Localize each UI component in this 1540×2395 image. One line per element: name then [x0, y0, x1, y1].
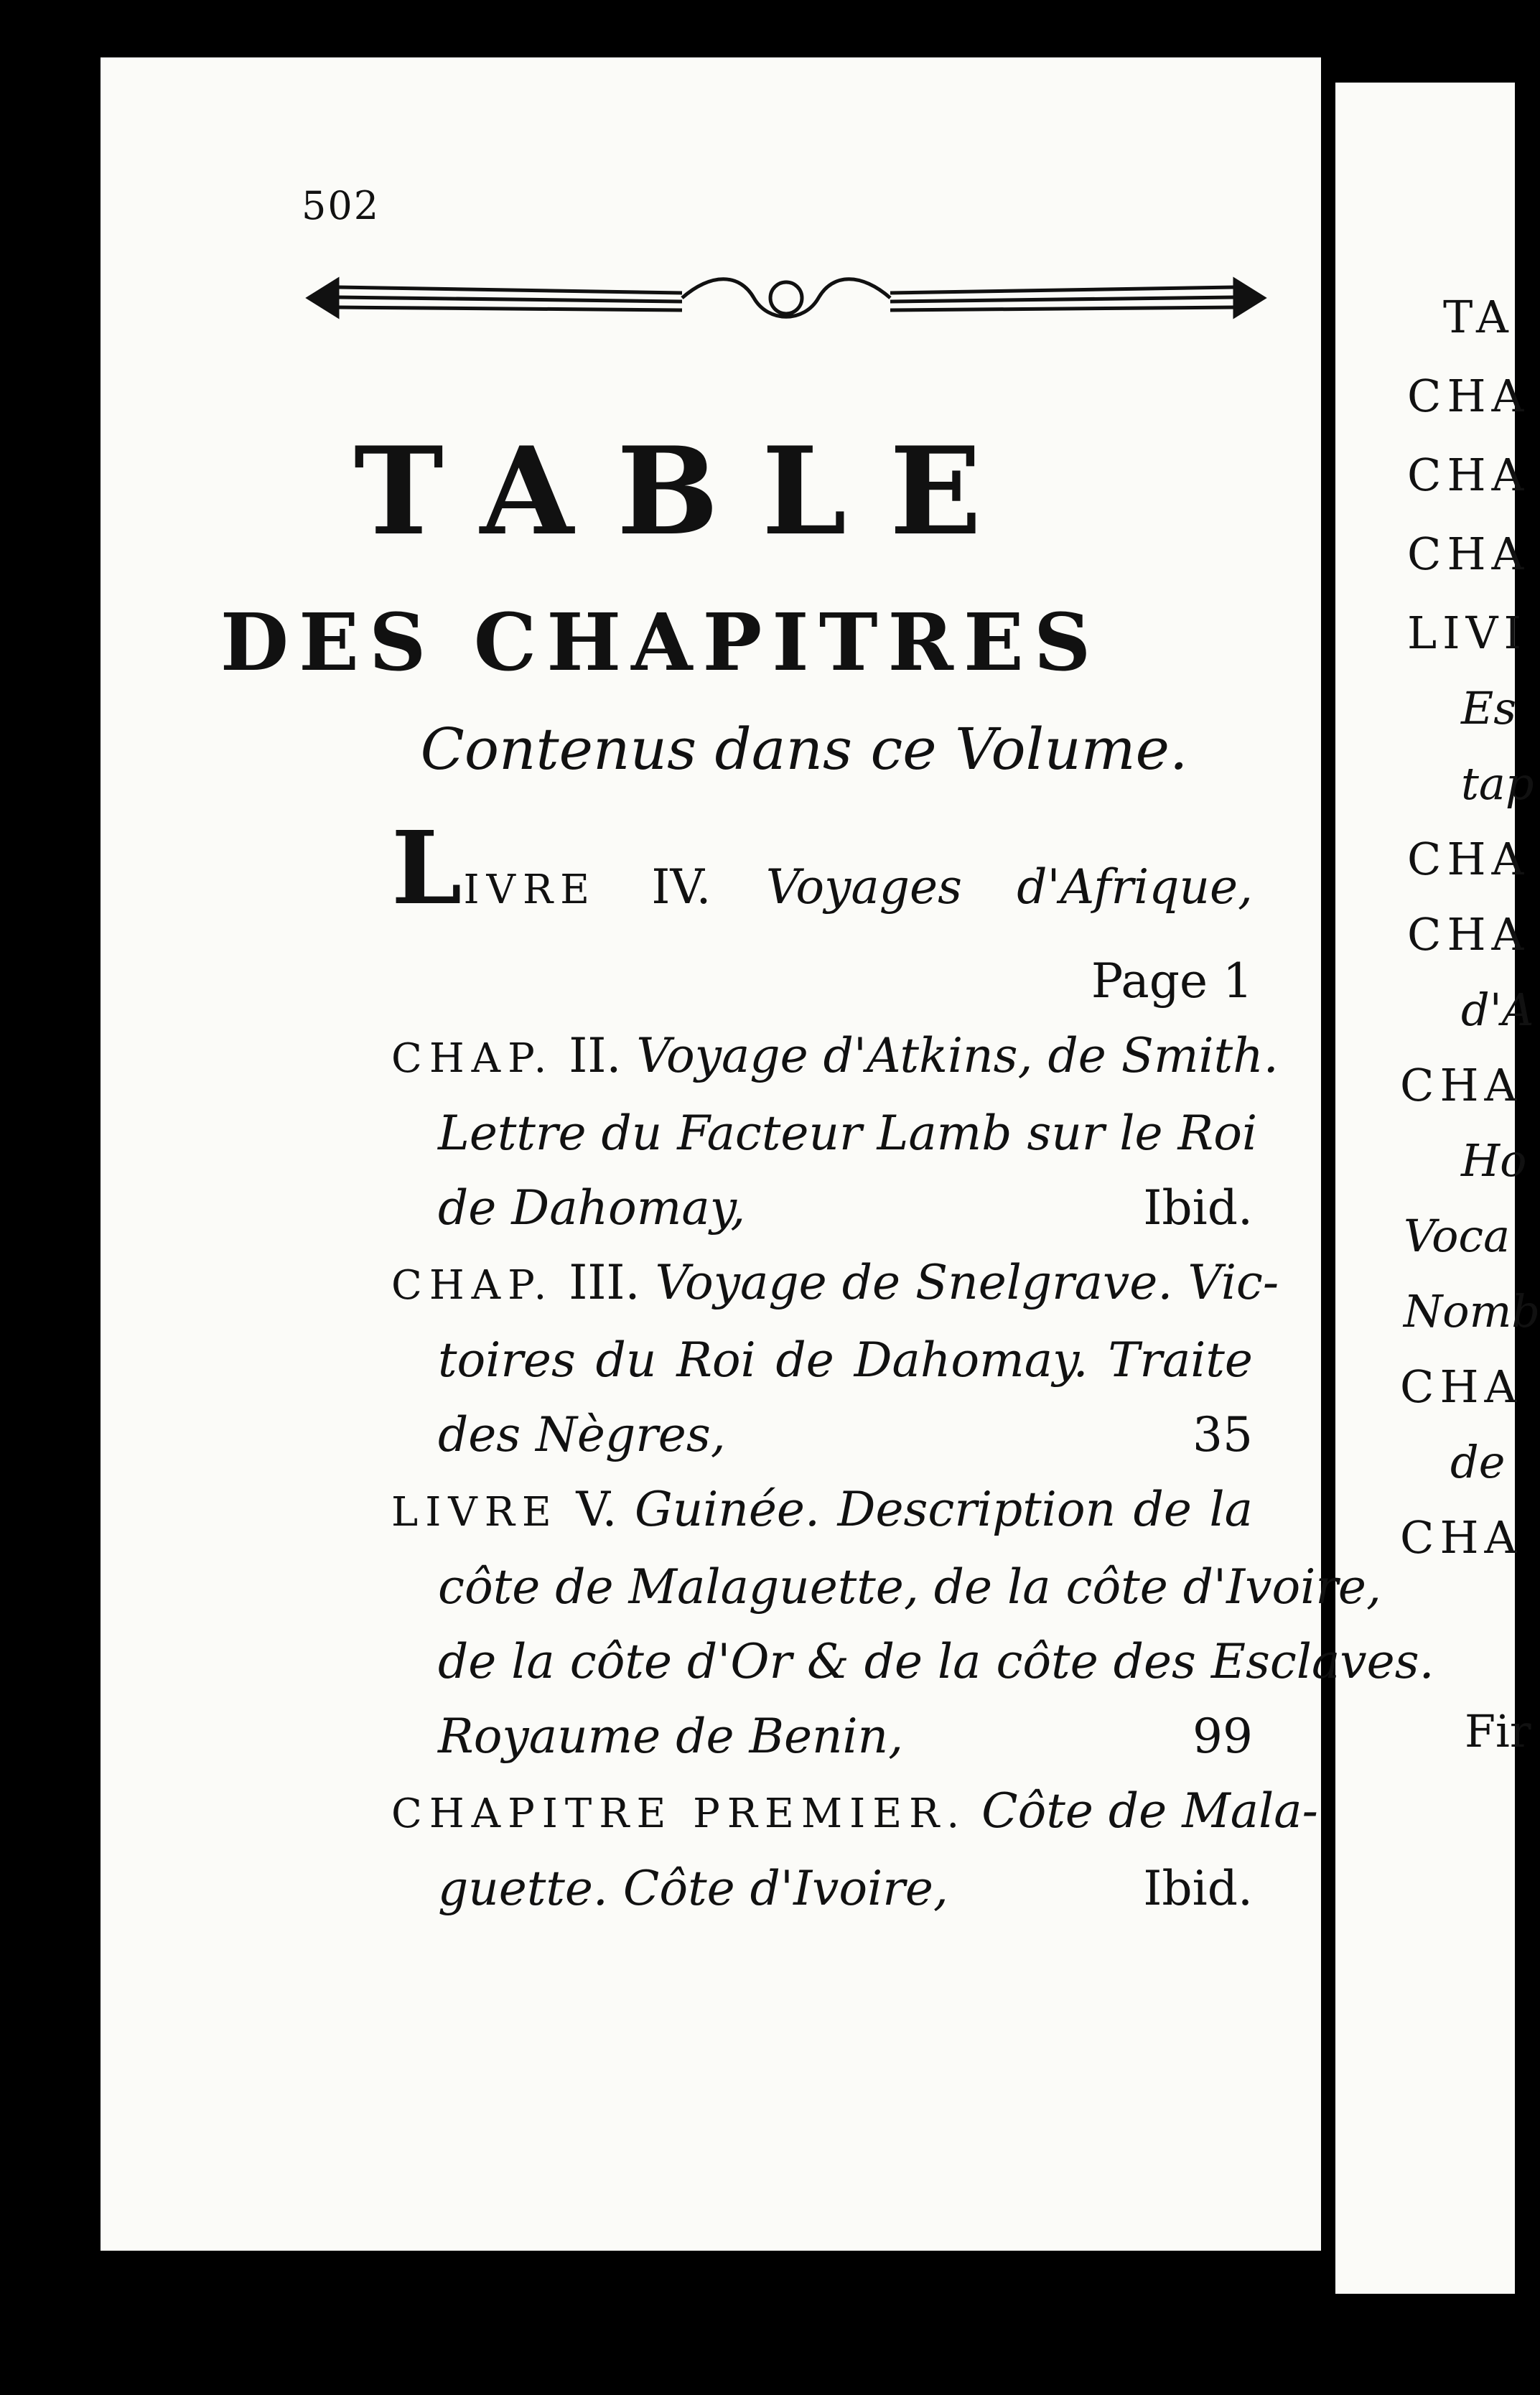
right-page-line: Ho [1461, 1134, 1527, 1187]
right-page-line: Nomb [1404, 1285, 1540, 1337]
right-page-line: CHA [1400, 1511, 1523, 1564]
right-page-line: CHA [1400, 1360, 1523, 1413]
entry-label: CHAPITRE PREMIER. [391, 1791, 967, 1837]
right-page-line: tap [1461, 757, 1534, 810]
toc-line [391, 1472, 1253, 1550]
entry-page: Ibid. [1143, 1180, 1253, 1236]
entry-lead-letter: L [391, 810, 464, 928]
entry-text: des Nègres, [438, 1407, 726, 1462]
entry-page: Page 1 [1091, 953, 1253, 1009]
toc-line [391, 944, 1253, 1019]
table-of-contents [391, 810, 1434, 1926]
entry-text: Voyage de Snelgrave. Vic- [655, 1255, 1279, 1310]
ornament-rule [309, 266, 1264, 334]
toc-line [391, 810, 1253, 944]
entry-text: de Dahomay, [438, 1180, 746, 1236]
right-page-line: CHA [1407, 370, 1530, 422]
right-page [1335, 83, 1540, 2294]
entry-label: CHAP. [391, 1035, 554, 1082]
entry-label: IVRE [463, 867, 597, 913]
toc-line [391, 1699, 1253, 1774]
table-subtitle: DES CHAPITRES [220, 596, 1101, 688]
right-page-line: Es [1461, 682, 1517, 734]
contents-subheading: Contenus dans ce Volume. [420, 716, 1188, 783]
toc-line [391, 1096, 1258, 1171]
entry-number: II. [569, 1028, 622, 1083]
right-page-line: TA [1443, 291, 1514, 343]
right-page-line: CHA [1407, 449, 1530, 501]
toc-line [391, 1774, 1318, 1852]
right-page-line: Voca [1404, 1210, 1511, 1262]
right-page-line: CHA [1407, 908, 1530, 961]
toc-line [391, 1398, 1253, 1472]
right-page-line: Fir [1465, 1705, 1531, 1757]
entry-text: Royaume de Benin, [438, 1709, 904, 1764]
entry-text: Lettre du Facteur Lamb sur le Roi [438, 1106, 1258, 1161]
toc-entry [391, 1774, 1318, 1926]
entry-label: CHAP. [391, 1262, 554, 1309]
entry-page: 99 [1193, 1709, 1253, 1764]
entry-page: 35 [1193, 1407, 1253, 1462]
entry-number: V. [576, 1482, 617, 1537]
entry-text: Voyages d'Afrique, [765, 859, 1253, 915]
right-page-line: de [1450, 1436, 1506, 1488]
toc-line [391, 1246, 1279, 1323]
toc-line [391, 1550, 1381, 1625]
toc-entry [391, 810, 1253, 1019]
entry-text: guette. Côte d'Ivoire, [438, 1861, 948, 1916]
entry-number: IV. [651, 859, 711, 915]
toc-entry [391, 1246, 1279, 1472]
page-number: 502 [302, 183, 381, 228]
entry-text: Guinée. Description de la [635, 1482, 1253, 1537]
toc-line [391, 1625, 1434, 1699]
right-page-line: CHA [1407, 833, 1530, 885]
toc-line [391, 1852, 1253, 1926]
right-page-line: LIVI [1407, 607, 1527, 659]
toc-line [391, 1171, 1253, 1246]
right-page-line: CHA [1407, 528, 1530, 580]
entry-text: de la côte d'Or & de la côte des Esclaves. [438, 1634, 1434, 1689]
entry-text: côte de Malaguette, de la côte d'Ivoire, [438, 1559, 1381, 1615]
entry-number: III. [569, 1255, 640, 1310]
entry-text: toires du Roi de Dahomay. Traite [438, 1332, 1253, 1388]
right-page-line: CHA [1400, 1059, 1523, 1111]
table-title: TABLE [353, 420, 1025, 562]
toc-line [391, 1019, 1279, 1096]
entry-text: Voyage d'Atkins, de Smith. [636, 1028, 1279, 1083]
entry-page: Ibid. [1143, 1861, 1253, 1916]
toc-entry [391, 1019, 1279, 1246]
entry-text: Côte de Mala- [981, 1783, 1318, 1839]
entry-label: LIVRE [391, 1489, 559, 1536]
toc-line [391, 1323, 1253, 1398]
right-page-line: d'A [1461, 984, 1534, 1036]
toc-entry [391, 1472, 1434, 1774]
